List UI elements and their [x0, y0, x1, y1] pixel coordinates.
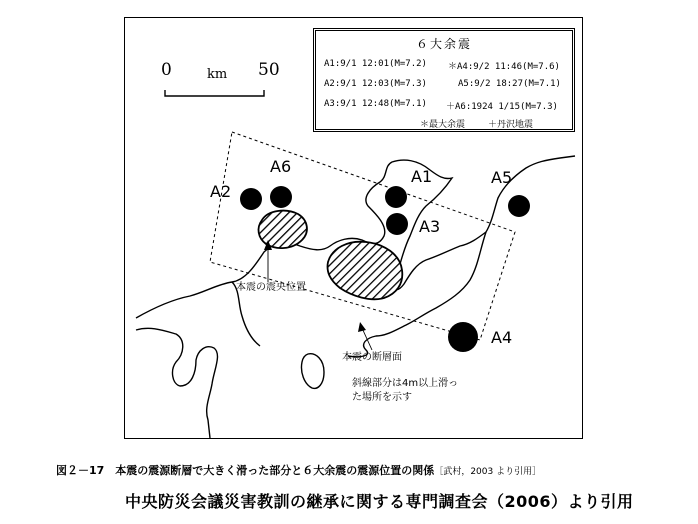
- scale-bar: [165, 90, 264, 96]
- epicenter-annotation: 本震の震央位置: [236, 282, 306, 293]
- aftershock-a5-marker: [508, 195, 530, 217]
- aftershock-a6-marker: [270, 186, 292, 208]
- aftershock-a1-marker: [385, 186, 407, 208]
- fault-plane: [210, 132, 515, 340]
- aftershock-a5-label: A5: [491, 168, 513, 187]
- hatch-annotation-line1: 斜線部分は4m以上滑っ: [352, 378, 459, 389]
- aftershock-a2-marker: [240, 188, 262, 210]
- figure-caption: [56, 462, 541, 478]
- slip-area-east: [328, 242, 403, 300]
- aftershock-a2-label: A2: [210, 182, 232, 201]
- legend-title: ６大余震: [415, 37, 472, 51]
- legend-row-a3: A3:9/1 12:48(M=7.1): [324, 99, 427, 109]
- scale-unit: km: [207, 67, 228, 82]
- hatch-annotation-line2: た場所を示す: [352, 392, 412, 403]
- legend-note-max: ＊最大余震: [420, 120, 466, 130]
- legend-row-a5: A5:9/2 18:27(M=7.1): [458, 79, 561, 89]
- legend-row-a6: ＋A6:1924 1/15(M=7.3): [446, 102, 558, 112]
- legend-row-a4: ＊A4:9/2 11:46(M=7.6): [448, 62, 560, 72]
- fault-plane-annotation: 本震の断層面: [342, 352, 402, 363]
- fault-plane-arrowhead: [358, 322, 366, 332]
- caption-cite: ［武村，2003 より引用］: [434, 467, 542, 477]
- scale-max: 50: [258, 60, 280, 80]
- aftershock-a4-label: A4: [491, 328, 513, 347]
- aftershock-a3-label: A3: [419, 217, 441, 236]
- aftershock-a3-marker: [386, 213, 408, 235]
- legend-note-tanzawa: ＋丹沢地震: [488, 120, 534, 130]
- slip-area-west: [259, 211, 307, 248]
- coastline-south: [136, 328, 217, 438]
- legend-row-a2: A2:9/1 12:03(M=7.3): [324, 79, 427, 89]
- source-credit: 中央防災会議災害教訓の継承に関する専門調査会（2006）より引用: [125, 492, 634, 511]
- aftershock-a1-label: A1: [411, 167, 433, 186]
- caption-main: 図２－17 本震の震源断層で大きく滑った部分と６大余震の震源位置の関係: [56, 464, 435, 477]
- island: [301, 354, 324, 389]
- legend-row-a1: A1:9/1 12:01(M=7.2): [324, 59, 427, 69]
- aftershock-a4-marker: [448, 322, 478, 352]
- scale-min: 0: [161, 60, 172, 80]
- legend-box: [313, 28, 575, 132]
- aftershock-a6-label: A6: [270, 157, 292, 176]
